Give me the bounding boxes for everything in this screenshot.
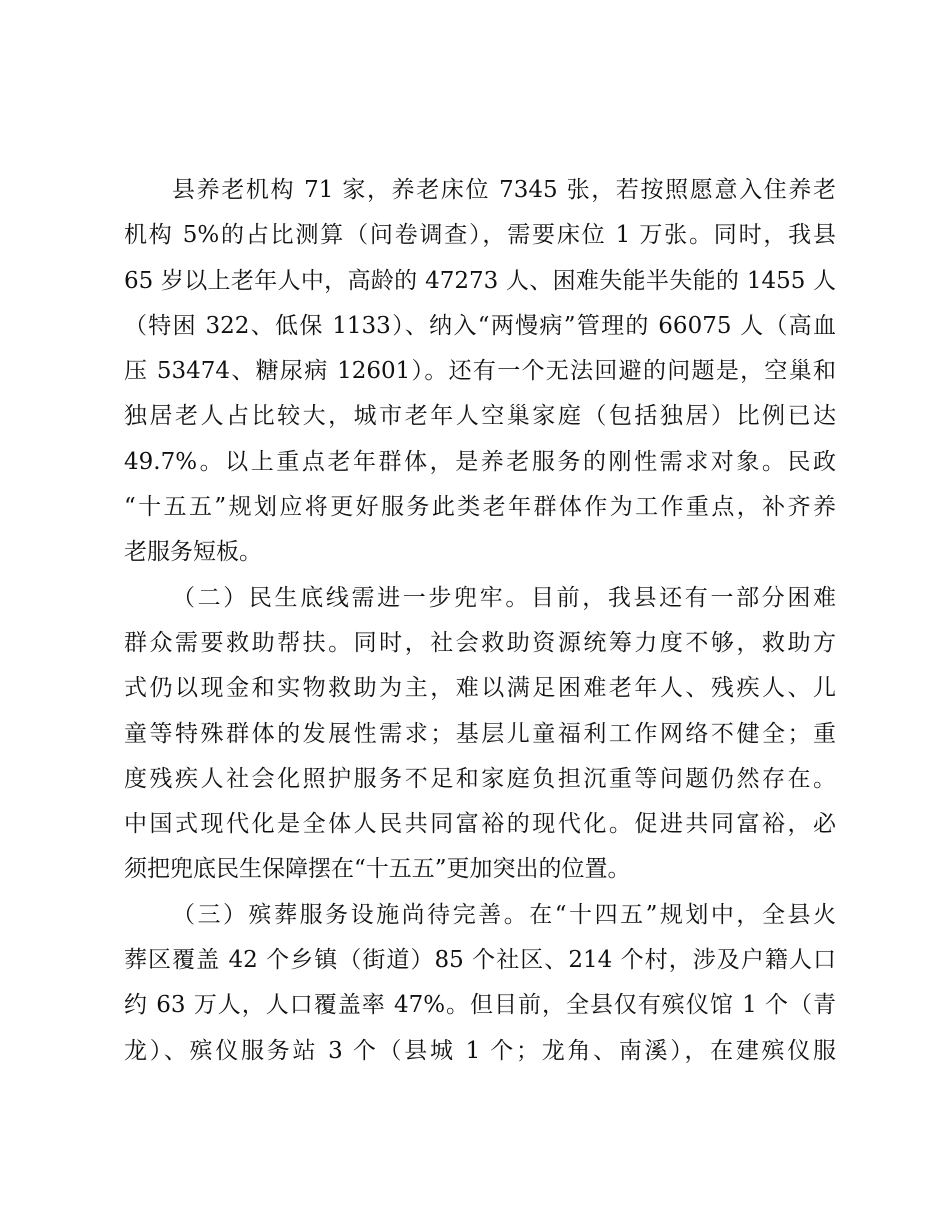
text-line: 龙）、殡仪服务站 3 个（县城 1 个；龙角、南溪），在建殡仪服 [124,1037,836,1064]
text-line: 中国式现代化是全体人民共同富裕的现代化。促进共同富裕，必 [124,811,836,838]
text-line: “十五五”规划应将更好服务此类老年群体作为工作重点，补齐养 [124,494,836,521]
text-line: 童等特殊群体的发展性需求；基层儿童福利工作网络不健全；重 [124,720,836,747]
text-line: 群众需要救助帮扶。同时，社会救助资源统筹力度不够，救助方 [124,629,836,656]
document-body [124,168,836,1074]
paragraph-livelihood [124,576,836,893]
text-line: 须把兜底民生保障摆在“十五五”更加突出的位置。 [124,856,631,883]
text-line: 葬区覆盖 42 个乡镇（街道）85 个社区、214 个村，涉及户籍人口 [124,947,836,974]
paragraph-funeral-services [124,893,836,1074]
text-line: （三）殡葬服务设施尚待完善。在“十四五”规划中，全县火 [172,901,836,928]
text-line: 机构 5%的占比测算（问卷调查），需要床位 1 万张。同时，我县 [124,222,836,249]
text-line: 度残疾人社会化照护服务不足和家庭负担沉重等问题仍然存在。 [124,765,836,792]
text-line: 老服务短板。 [124,539,262,566]
text-line: 县养老机构 71 家，养老床位 7345 张，若按照愿意入住养老 [172,177,836,203]
paragraph-elderly-care [124,168,836,576]
text-line: 49.7%。以上重点老年群体，是养老服务的刚性需求对象。民政 [124,448,836,475]
text-line: （特困 322、低保 1133）、纳入“两慢病”管理的 66075 人（高血 [124,312,836,339]
text-line: （二）民生底线需进一步兜牢。目前，我县还有一部分困难 [172,584,836,611]
text-line: 压 53474、糖尿病 12601）。还有一个无法回避的问题是，空巢和 [124,358,836,385]
text-line: 独居老人占比较大，城市老年人空巢家庭（包括独居）比例已达 [124,403,836,430]
text-line: 约 63 万人，人口覆盖率 47%。但目前，全县仅有殡仪馆 1 个（青 [124,992,836,1019]
text-line: 65 岁以上老年人中，高龄的 47273 人、困难失能半失能的 1455 人 [124,267,836,294]
text-line: 式仍以现金和实物救助为主，难以满足困难老年人、残疾人、儿 [124,675,836,702]
